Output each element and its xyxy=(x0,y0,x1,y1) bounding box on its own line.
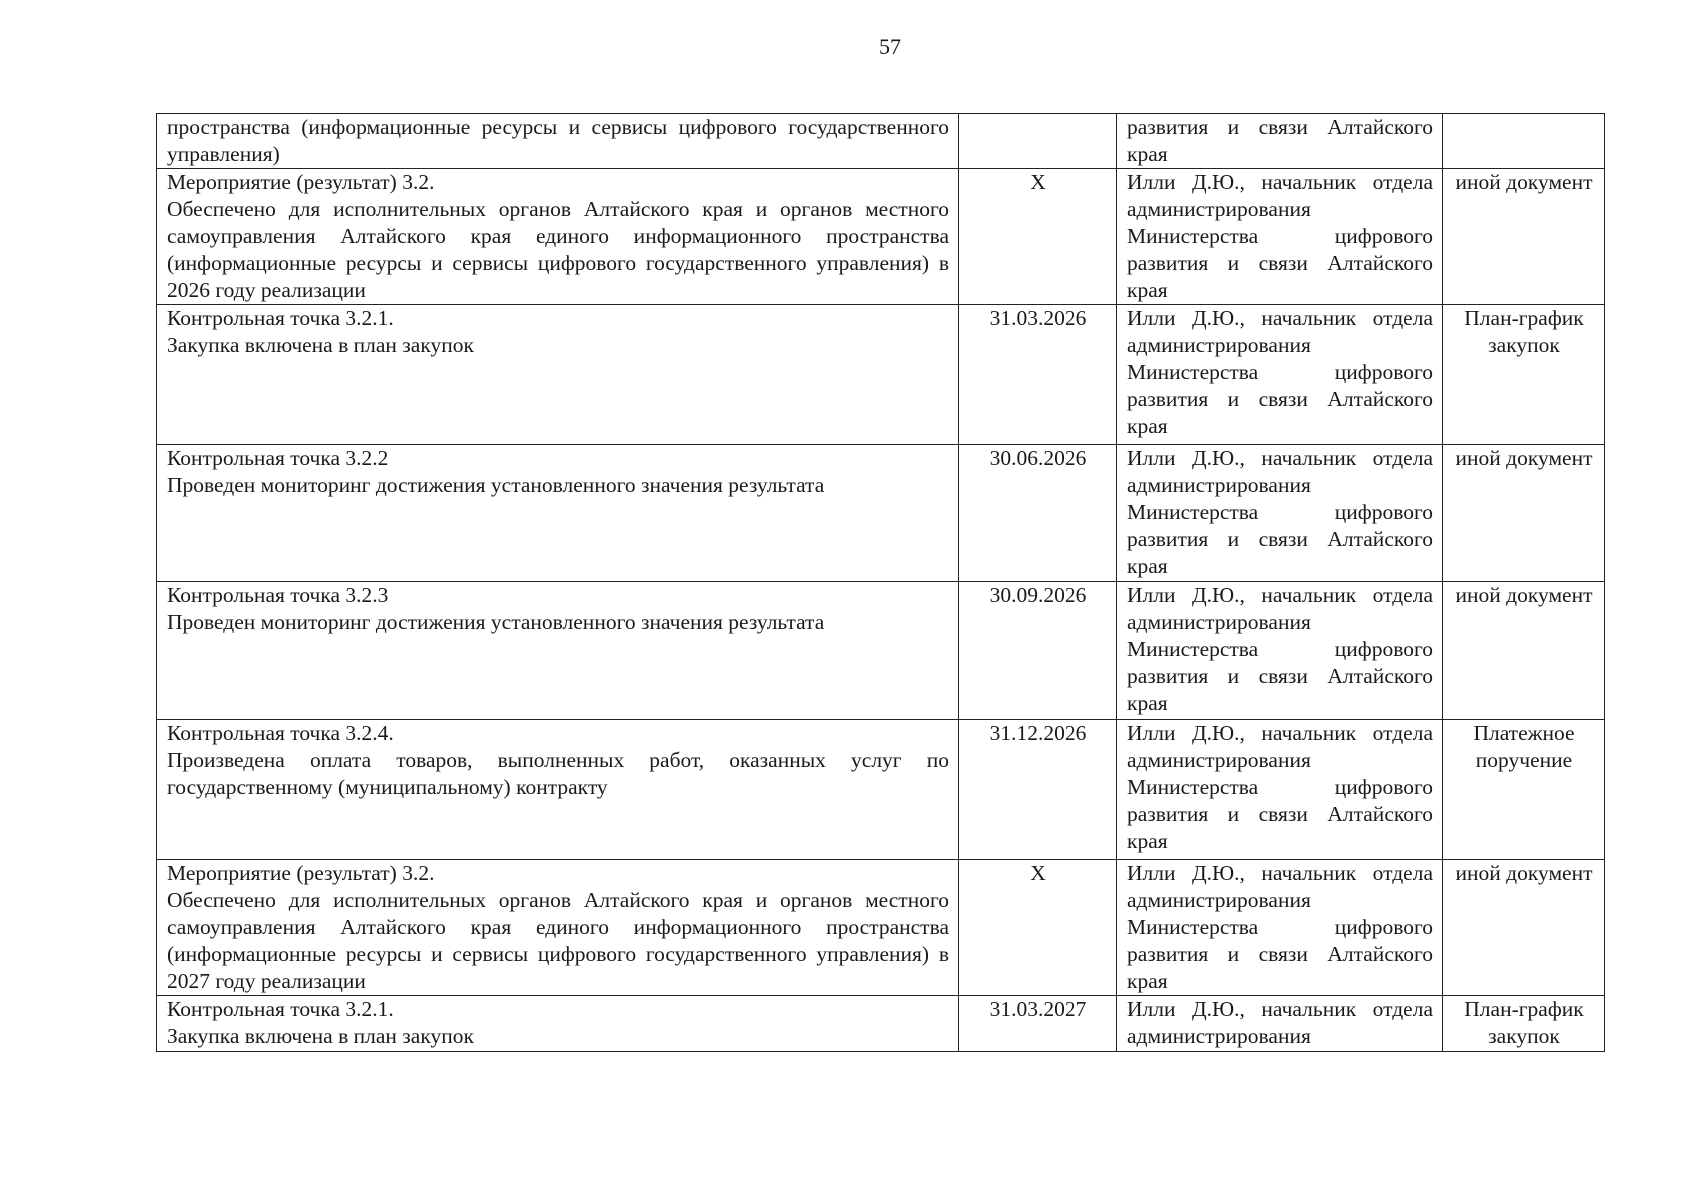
row-body: Проведен мониторинг достижения установленного значения результата xyxy=(167,610,825,634)
row-date: 30.09.2026 xyxy=(959,582,1117,720)
table-row xyxy=(157,860,1605,996)
row-responsible: развития и связи Алтайского края xyxy=(1117,114,1443,169)
row-body: Обеспечено для исполнительных органов Алтайского края и органов местного самоуправления Алтайского края единого информационного пространства (информационные ресурсы и сервисы цифрового государственного управления) в 2027 году реализации xyxy=(167,888,949,993)
row-title: Контрольная точка 3.2.1. xyxy=(167,306,394,330)
row-document xyxy=(1443,114,1605,169)
row-responsible: Илли Д.Ю., начальник отдела администрирования xyxy=(1117,996,1443,1052)
row-description xyxy=(157,996,959,1052)
row-document: иной документ xyxy=(1443,582,1605,720)
table-row xyxy=(157,305,1605,445)
plan-table xyxy=(156,113,1605,1052)
table-row xyxy=(157,445,1605,582)
row-title: Контрольная точка 3.2.2 xyxy=(167,446,389,470)
table-row xyxy=(157,582,1605,720)
row-title: Мероприятие (результат) 3.2. xyxy=(167,861,435,885)
row-title: Контрольная точка 3.2.3 xyxy=(167,583,389,607)
row-body: Произведена оплата товаров, выполненных работ, оказанных услуг по государственному (муниципальному) контракту xyxy=(167,748,949,799)
row-responsible: Илли Д.Ю., начальник отдела администрирования Министерства цифрового развития и связи Алтайского края xyxy=(1117,169,1443,305)
row-responsible: Илли Д.Ю., начальник отдела администрирования Министерства цифрового развития и связи Алтайского края xyxy=(1117,860,1443,996)
row-description xyxy=(157,860,959,996)
row-date: Х xyxy=(959,169,1117,305)
row-document: Платежное поручение xyxy=(1443,720,1605,860)
row-description xyxy=(157,114,959,169)
row-date: 31.03.2027 xyxy=(959,996,1117,1052)
table-row xyxy=(157,720,1605,860)
table-row xyxy=(157,996,1605,1052)
row-document: иной документ xyxy=(1443,445,1605,582)
row-body: пространства (информационные ресурсы и сервисы цифрового государственного управления) xyxy=(167,115,949,166)
row-description xyxy=(157,582,959,720)
table-row xyxy=(157,169,1605,305)
row-title: Контрольная точка 3.2.4. xyxy=(167,721,394,745)
row-responsible: Илли Д.Ю., начальник отдела администрирования Министерства цифрового развития и связи Алтайского края xyxy=(1117,445,1443,582)
row-date: 31.12.2026 xyxy=(959,720,1117,860)
row-date: 30.06.2026 xyxy=(959,445,1117,582)
row-document: иной документ xyxy=(1443,169,1605,305)
page-number: 57 xyxy=(879,34,901,59)
row-body: Закупка включена в план закупок xyxy=(167,333,474,357)
row-body: Проведен мониторинг достижения установленного значения результата xyxy=(167,473,825,497)
row-description xyxy=(157,445,959,582)
row-date xyxy=(959,114,1117,169)
row-date: Х xyxy=(959,860,1117,996)
row-body: Обеспечено для исполнительных органов Алтайского края и органов местного самоуправления Алтайского края единого информационного пространства (информационные ресурсы и сервисы цифрового государственного управления) в 2026 году реализации xyxy=(167,197,949,302)
row-document: План-график закупок xyxy=(1443,996,1605,1052)
row-description xyxy=(157,305,959,445)
row-date: 31.03.2026 xyxy=(959,305,1117,445)
row-description xyxy=(157,720,959,860)
table-row xyxy=(157,114,1605,169)
row-responsible: Илли Д.Ю., начальник отдела администрирования Министерства цифрового развития и связи Алтайского края xyxy=(1117,582,1443,720)
row-title: Мероприятие (результат) 3.2. xyxy=(167,170,435,194)
row-document: иной документ xyxy=(1443,860,1605,996)
row-responsible: Илли Д.Ю., начальник отдела администрирования Министерства цифрового развития и связи Алтайского края xyxy=(1117,720,1443,860)
row-body: Закупка включена в план закупок xyxy=(167,1024,474,1048)
row-title: Контрольная точка 3.2.1. xyxy=(167,997,394,1021)
row-description xyxy=(157,169,959,305)
row-document: План-график закупок xyxy=(1443,305,1605,445)
row-responsible: Илли Д.Ю., начальник отдела администрирования Министерства цифрового развития и связи Алтайского края xyxy=(1117,305,1443,445)
